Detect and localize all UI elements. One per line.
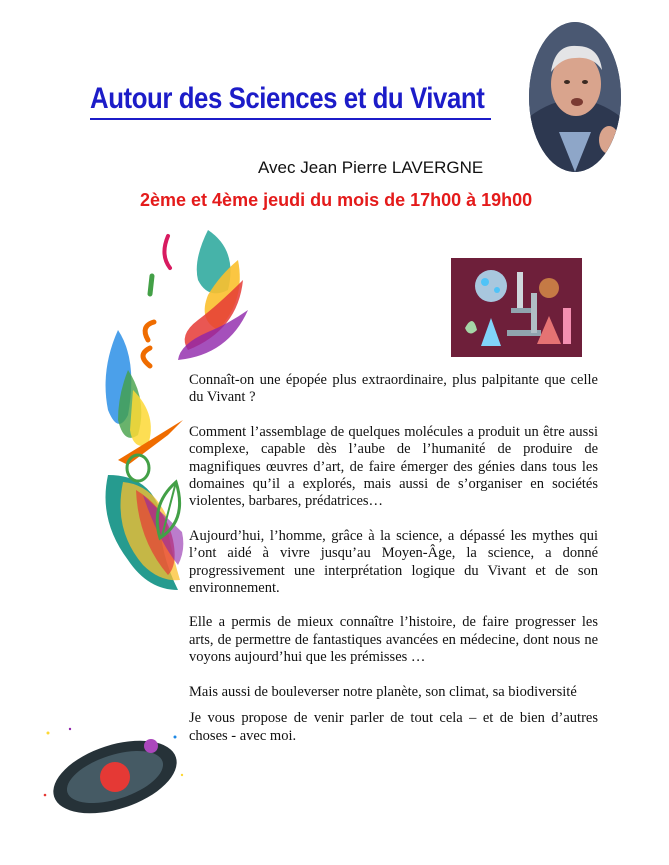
paragraph: Je vous propose de venir parler de tout cela – et de bien d’autres choses - avec moi. <box>189 710 598 744</box>
title-underline <box>90 118 491 120</box>
paragraph: Aujourd’hui, l’homme, grâce à la science, a dépassé les mythes qui l’ont aidé à vivre jusqu’au Moyen-Âge, la science, a donné progressivement une interprétation logique du Vivant et de son environnement. <box>189 527 598 597</box>
paragraph: Elle a permis de mieux connaître l’histoire, de faire progresser les arts, de permettre de fantastiques avancées en médecine, dont nous ne voyons aujourd’hui que les prémisses … <box>189 614 598 666</box>
presenter-portrait <box>529 22 621 172</box>
paragraph: Comment l’assemblage de quelques molécules a produit un être aussi complexe, capable dès l’aube de l’humanité de produire de magnifiques œuvres d’art, de faire émerger des génies dans tous les domaines qu’il a explorés, mais aussi de s’organiser en sociétés violentes, barbares, prédatrices… <box>189 423 598 510</box>
paragraph: Mais aussi de bouleverser notre planète, son climat, sa biodiversité <box>189 683 577 700</box>
presenter-name: Avec Jean Pierre LAVERGNE <box>258 158 484 177</box>
page-title: Autour des Sciences et du Vivant <box>90 82 485 115</box>
galaxy-illustration <box>40 725 190 820</box>
schedule-text: 2ème et 4ème jeudi du mois de 17h00 à 19h00 <box>140 190 533 210</box>
portrait-illustration <box>529 22 621 172</box>
body-text <box>189 372 598 762</box>
science-lab-illustration <box>451 258 582 357</box>
paragraph: Connaît-on une épopée plus extraordinaire, plus palpitante que celle du Vivant ? <box>189 372 598 406</box>
